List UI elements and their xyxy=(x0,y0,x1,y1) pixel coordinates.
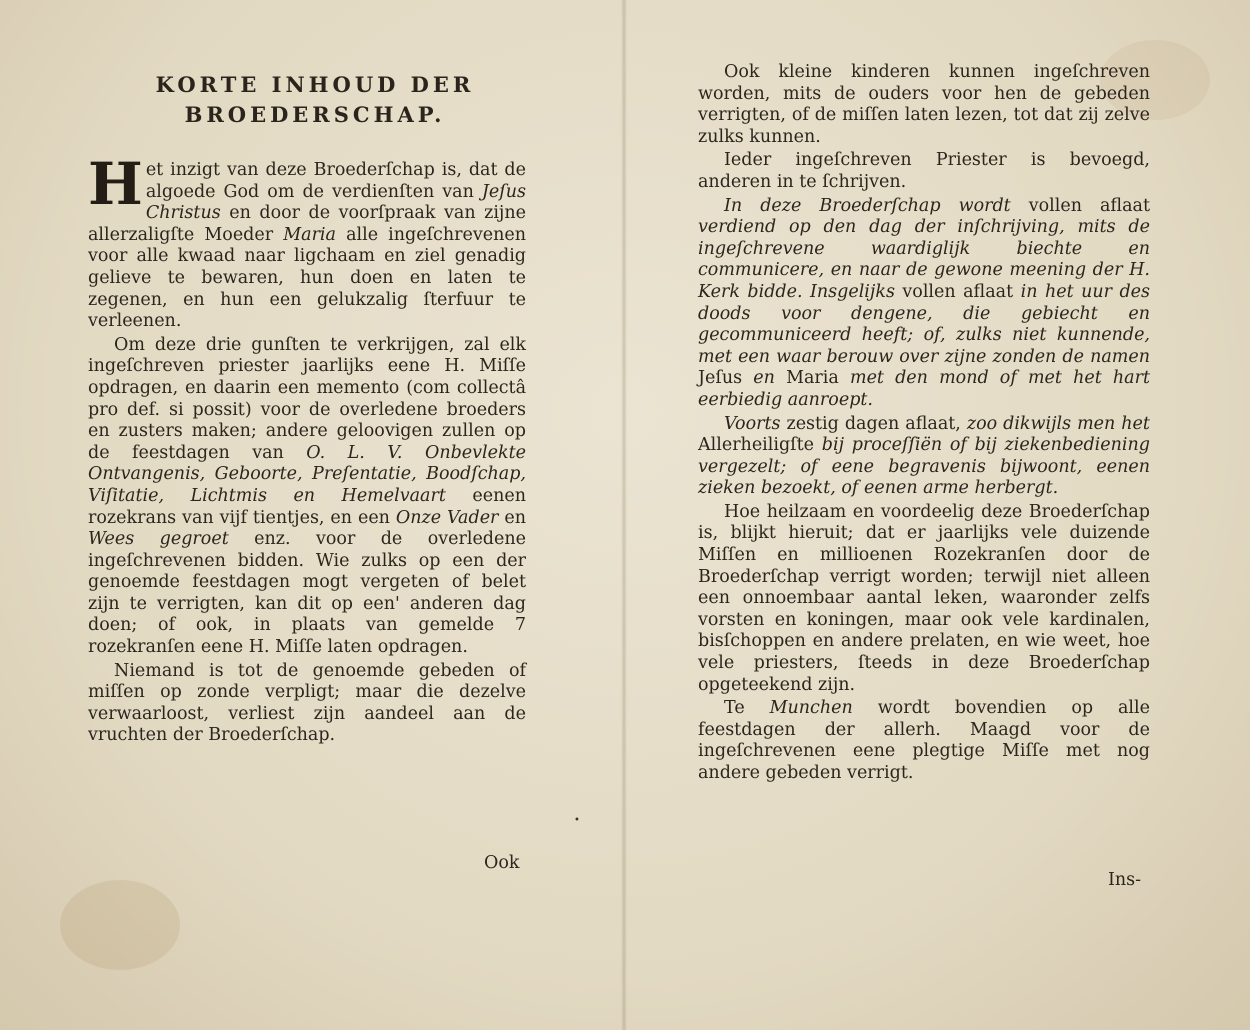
italic-run: Wees gegroet xyxy=(88,529,229,550)
text-run: Jeſus xyxy=(698,368,743,389)
italic-run: Maria xyxy=(283,224,336,245)
italic-run: Jeſus Christus xyxy=(145,181,526,224)
text-run: alle ingeſchrevenen voor alle kwaad naar ligchaam en ziel genadig gelieve te bewaren, hun doen en laten te zegenen, en hun een gelukzalig ſterfuur te verleenen. xyxy=(88,224,526,332)
italic-run: en xyxy=(753,368,775,389)
paragraph-3: Niemand is tot de genoemde gebeden of miſſen op zonde verpligt; maar die dezelve verwaarloost, verliest zijn aandeel aan de vruchten der Broederſchap. xyxy=(88,660,526,746)
paragraph-2 xyxy=(88,335,526,659)
paragraph-1 xyxy=(88,150,526,333)
italic-run: Onze Vader xyxy=(395,507,499,528)
page-title xyxy=(100,70,530,130)
text-run: Allerheiligſte xyxy=(698,435,815,456)
text-run: eenen rozekrans van vijf tientjes, en een xyxy=(88,485,526,528)
title-line-1: KORTE INHOUD DER xyxy=(155,72,475,97)
drop-cap: H xyxy=(88,150,143,218)
paragraph-5: Hoe heilzaam en voordeelig deze Broederſchap is, blijkt hieruit; dat er jaarlijks vele duizende Miſſen en millioenen Rozekranſen door de Broederſchap verrigt worden; terwijl niet alleen een onnoembaar aantal leken, waaronder zelfs vorsten en koningen, maar ook vele kardinalen, bisſchoppen en andere prelaten, en wie weet, hoe vele priesters, ſteeds in deze Broederſchap opgeteekend zijn. xyxy=(698,501,1150,695)
title-line-2: BROEDERSCHAP. xyxy=(184,102,446,127)
italic-run: verdiend op den dag der inſchrijving, mits de ingeſchrevene waardiglijk biechte en communicere, en naar de gewone meening der H. Kerk bidde. Insgelijks xyxy=(698,217,1150,302)
text-run: en door de voorſpraak van zijne allerzaligſte Moeder xyxy=(88,203,526,245)
text-run: zestig dagen aflaat, xyxy=(786,413,961,434)
italic-run: Munchen xyxy=(769,698,853,719)
italic-run: zoo dikwijls men het xyxy=(966,413,1150,434)
left-page xyxy=(0,0,621,1030)
italic-run: bij proceſſiën of bij ziekenbediening vergezelt; of eene begravenis bijwoont, eenen zieken bezoekt, of eenen arme herbergt. xyxy=(698,435,1150,499)
text-run: Te xyxy=(724,698,745,719)
italic-run: met den mond of met het hart eerbiedig aanroept. xyxy=(698,368,1150,410)
right-body-text xyxy=(698,62,1150,785)
right-page xyxy=(627,0,1250,1030)
text-run: en xyxy=(504,507,526,528)
italic-run: Voorts xyxy=(724,413,781,434)
catchword: Ins- xyxy=(1108,870,1142,890)
text-run: wordt bovendien op alle feestdagen der allerh. Maagd voor de ingeſchrevenen eene plegtige Miſſe met nog andere gebeden verrigt. xyxy=(698,698,1150,783)
paragraph-2: Ieder ingeſchreven Priester is bevoegd, anderen in te ſchrijven. xyxy=(698,150,1150,192)
italic-run: In deze Broederſchap wordt xyxy=(724,195,1011,216)
paragraph-4 xyxy=(698,414,1150,500)
text-run: Maria xyxy=(786,368,839,389)
paragraph-1: Ook kleine kinderen kunnen ingeſchreven worden, mits de ouders voor hen de gebeden verrigten, of de miſſen laten lezen, tot dat zij zelve zulks kunnen. xyxy=(698,62,1150,147)
text-run: vollen aflaat xyxy=(902,281,1014,302)
paragraph-3 xyxy=(698,196,1150,412)
paragraph-6 xyxy=(698,698,1150,784)
text-run: vollen aflaat xyxy=(1028,195,1150,216)
text-run: enz. voor de overledene ingeſchrevenen bidden. Wie zulks op een der genoemde feestdagen mogt vergeten of belet zijn te verrigten, kan dit op een' anderen dag doen; of ook, in plaats van gemelde 7 rozekranſen eene H. Miſſe laten opdragen. xyxy=(88,529,526,658)
text-run: Om deze drie gunſten te verkrijgen, zal elk ingeſchreven priester jaarlijks eene H. Miſſe opdragen, en daarin een memento (com collectâ pro def. si possit) voor de overledene broeders en zusters maken; andere geloovigen zullen op de feestdagen van xyxy=(88,334,526,463)
italic-run: O. L. V. Onbevlekte Ontvangenis, Geboorte, Preſentatie, Boodſchap, Viſitatie, Lichtmis en Hemelvaart xyxy=(88,442,526,506)
catchword: Ook xyxy=(484,853,520,873)
text-run: et inzigt van deze Broederſchap is, dat de algoede God om de verdienſten van xyxy=(145,160,526,202)
italic-run: in het uur des doods voor dengene, die gebiecht en gecommuniceerd heeft; of, zulks niet kunnende, met een waar berouw over zijne zonden de namen xyxy=(698,281,1150,367)
ornament-dot: • xyxy=(574,815,580,826)
left-body-text xyxy=(88,150,526,747)
